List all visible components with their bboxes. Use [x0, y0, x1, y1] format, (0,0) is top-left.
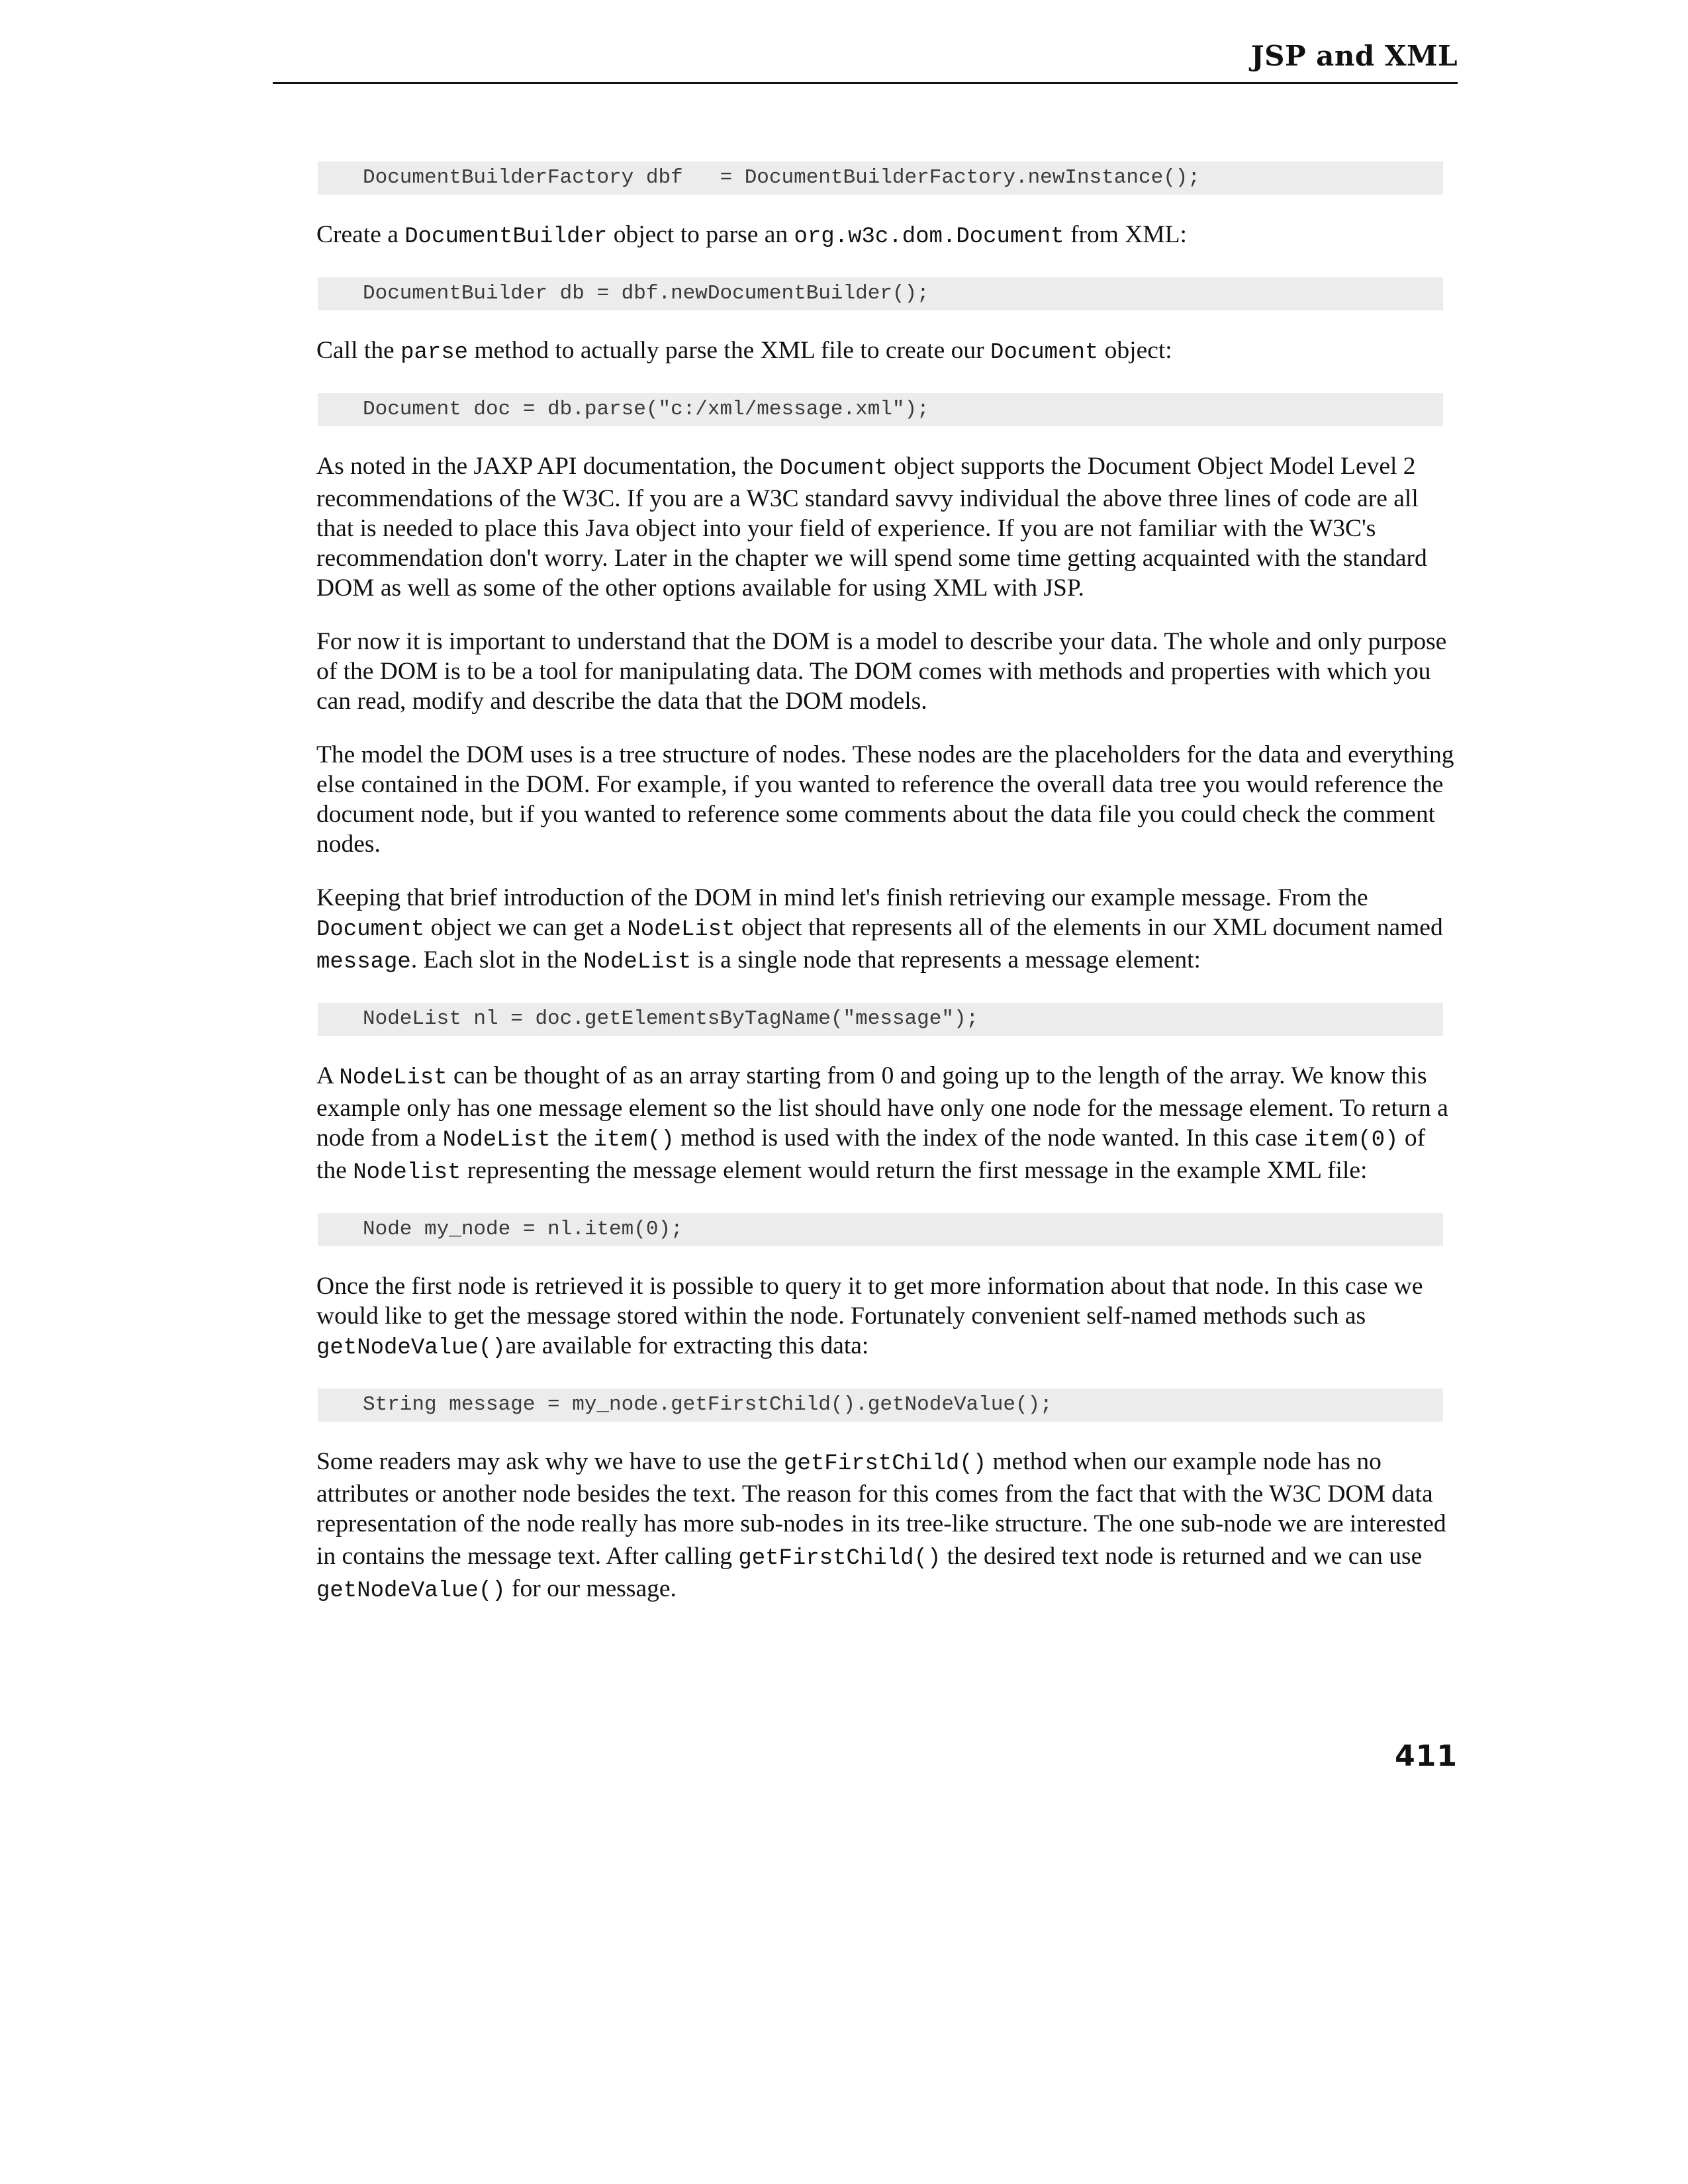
text-run: for our message. [505, 1575, 677, 1602]
text-run: in its tree-like structure. The one sub-node we are interested in contains the message text. After calling [316, 1510, 1446, 1570]
page-body [316, 161, 1462, 1606]
text-run: Create a [316, 221, 405, 248]
inline-code: org.w3c.dom.Document [794, 224, 1064, 250]
inline-code: getNodeValue() [316, 1578, 506, 1604]
inline-code: getFirstChild() [784, 1451, 987, 1477]
code-listing: Node my_node = nl.item(0); [318, 1213, 1443, 1246]
body-paragraph [316, 1271, 1462, 1363]
body-paragraph [316, 1447, 1462, 1606]
block-spacer [316, 716, 1462, 740]
text-run: object we can get a [424, 914, 628, 941]
text-run: Some readers may ask why we have to use the [316, 1448, 784, 1475]
body-paragraph [316, 220, 1462, 252]
text-run: Keeping that brief introduction of the DOM in mind let's finish retrieving our example message. From the [316, 884, 1368, 911]
text-run: object supports the Document Object Model Level 2 recommendations of the W3C. If you are a W3C standard savvy individual the above three lines of code are all that is needed to place this Java object into your field of experience. If you are not familiar with the W3C's recommendation don't worry. Later in the chapter we will spend some time getting acquainted with the standard DOM as well as some of the other options available for using XML with JSP. [316, 453, 1427, 602]
inline-code: NodeList [583, 950, 692, 975]
inline-code: s [831, 1514, 845, 1539]
block-spacer [316, 1246, 1462, 1271]
text-run: As noted in the JAXP API documentation, the [316, 453, 780, 480]
text-run: For now it is important to understand that the DOM is a model to describe your data. The whole and only purpose of the DOM is to be a tool for manipulating data. The DOM comes with methods and properties with which you can read, modify and describe the data that the DOM models. [316, 628, 1447, 715]
running-head [273, 34, 1458, 84]
text-run: are available for extracting this data: [505, 1332, 869, 1359]
code-listing: String message = my_node.getFirstChild().getNodeValue(); [318, 1388, 1443, 1422]
text-run: the desired text node is returned and we can use [941, 1543, 1423, 1570]
body-paragraph [316, 1061, 1462, 1188]
inline-code: getFirstChild() [738, 1546, 941, 1571]
inline-code: item() [593, 1128, 675, 1153]
inline-code: NodeList [339, 1066, 447, 1091]
block-spacer [316, 426, 1462, 451]
text-run: Once the first node is retrieved it is possible to query it to get more information about that node. In this case we would like to get the message stored within the node. Fortunately convenient self-named methods such as [316, 1273, 1423, 1330]
inline-code: item(0) [1303, 1128, 1399, 1153]
inline-code: parse [400, 340, 469, 365]
text-run: object to parse an [607, 221, 794, 248]
text-run: object that represents all of the elements in our XML document named [735, 914, 1443, 941]
text-run: of the [316, 1124, 1426, 1184]
text-run: is a single node that represents a message element: [691, 946, 1201, 974]
inline-code: DocumentBuilder [404, 224, 608, 250]
code-listing: NodeList nl = doc.getElementsByTagName("message"); [318, 1003, 1443, 1036]
block-spacer [316, 368, 1462, 393]
text-run: method to actually parse the XML file to create our [468, 337, 991, 364]
block-spacer [316, 1188, 1462, 1213]
inline-code: NodeList [442, 1128, 551, 1153]
inline-code: getNodeValue() [316, 1336, 506, 1361]
block-spacer [316, 1422, 1462, 1447]
body-paragraph [316, 627, 1462, 716]
code-listing: Document doc = db.parse("c:/xml/message.xml"); [318, 393, 1443, 426]
inline-code: Nodelist [353, 1160, 461, 1185]
text-run: can be thought of as an array starting from 0 and going up to the length of the array. We know this example only has one message element so the list should have only one node for the message element. To return a node from a [316, 1062, 1448, 1152]
inline-code: Document [316, 917, 425, 942]
inline-code: Document [779, 456, 888, 481]
text-run: method when our example node has no attributes or another node besides the text. The reason for this comes from the fact that with the W3C DOM data representation of the node really has more sub-node [316, 1448, 1433, 1537]
block-spacer [316, 603, 1462, 627]
code-listing: DocumentBuilder db = dbf.newDocumentBuilder(); [318, 277, 1443, 310]
text-run: . Each slot in the [410, 946, 584, 974]
text-run: A [316, 1062, 340, 1089]
block-spacer [316, 310, 1462, 336]
page-number: 411 [1395, 1739, 1458, 1773]
text-run: method is used with the index of the node wanted. In this case [674, 1124, 1304, 1152]
code-listing: DocumentBuilderFactory dbf = DocumentBuilderFactory.newInstance(); [318, 161, 1443, 195]
block-spacer [316, 978, 1462, 1003]
block-spacer [316, 859, 1462, 883]
inline-code: NodeList [627, 917, 735, 942]
chapter-title: JSP and XML [1250, 40, 1458, 72]
block-spacer [316, 1363, 1462, 1388]
block-spacer [316, 1036, 1462, 1061]
body-paragraph [316, 336, 1462, 368]
inline-code: message [316, 950, 411, 975]
body-paragraph [316, 740, 1462, 859]
inline-code: Document [990, 340, 1099, 365]
text-run: The model the DOM uses is a tree structure of nodes. These nodes are the placeholders for the data and everything else contained in the DOM. For example, if you wanted to reference the overall data tree you would reference the document node, but if you wanted to reference some comments about the data file you could check the comment nodes. [316, 741, 1454, 858]
body-paragraph [316, 883, 1462, 978]
text-run: Call the [316, 337, 401, 364]
text-run: object: [1098, 337, 1172, 364]
text-run: from XML: [1064, 221, 1187, 248]
block-spacer [316, 195, 1462, 220]
block-spacer [316, 252, 1462, 277]
body-paragraph [316, 451, 1462, 603]
text-run: the [550, 1124, 594, 1152]
text-run: representing the message element would return the first message in the example XML file: [461, 1157, 1368, 1184]
